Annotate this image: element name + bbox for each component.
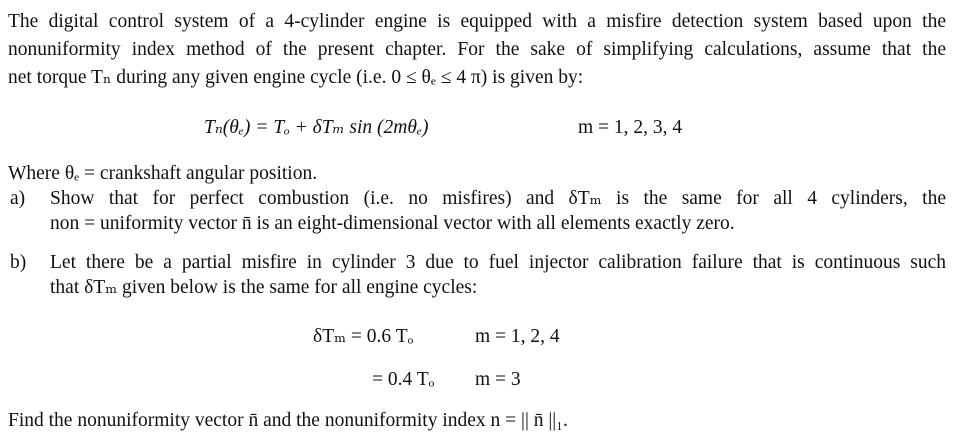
misfire-equation-1: δTₘ = 0.6 Tₒ bbox=[313, 326, 414, 347]
part-a-line-2: non = uniformity vector n̄ is an eight-dimensional vector with all elements exactly zero. bbox=[50, 213, 735, 234]
part-a-line-1: Show that for perfect combustion (i.e. no misfires) and δTₘ is the same for all 4 cylinders, the bbox=[50, 188, 946, 209]
misfire-equation-1-index: m = 1, 2, 4 bbox=[475, 326, 560, 347]
part-b-line-2: that δTₘ given below is the same for all engine cycles: bbox=[50, 277, 478, 298]
torque-equation: Tₙ(θₑ) = Tₒ + δTₘ sin (2mθₑ) bbox=[204, 117, 429, 138]
part-a-label: a) bbox=[10, 188, 26, 209]
misfire-equation-2: = 0.4 Tₒ bbox=[372, 369, 435, 390]
part-b-label: b) bbox=[10, 252, 27, 273]
intro-line-2: nonuniformity index method of the present chapter. For the sake of simplifying calculations, assume that the bbox=[8, 39, 946, 60]
intro-line-1: The digital control system of a 4-cylinder engine is equipped with a misfire detection system based upon the bbox=[8, 11, 946, 32]
final-question: Find the nonuniformity vector n̄ and the nonuniformity index n = || n̄ ||₁. bbox=[8, 410, 568, 431]
intro-line-3: net torque Tₙ during any given engine cycle (i.e. 0 ≤ θₑ ≤ 4 π) is given by: bbox=[8, 67, 584, 88]
misfire-equation-2-index: m = 3 bbox=[475, 369, 521, 390]
where-line: Where θₑ = crankshaft angular position. bbox=[8, 163, 318, 184]
torque-equation-index: m = 1, 2, 3, 4 bbox=[578, 117, 683, 138]
part-b-line-1: Let there be a partial misfire in cylinder 3 due to fuel injector calibration failure that is continuous such bbox=[50, 252, 946, 273]
